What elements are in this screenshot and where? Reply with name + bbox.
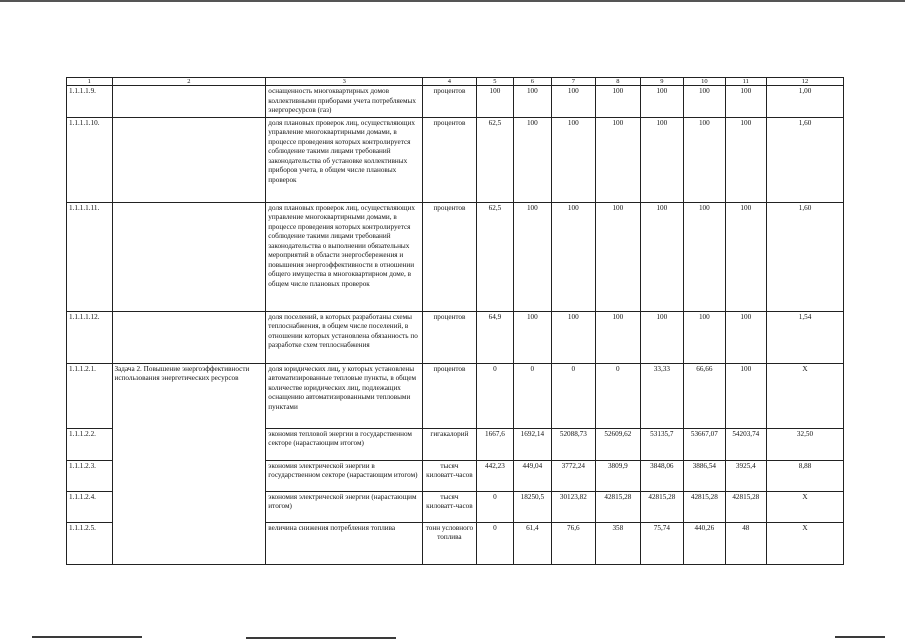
value-cell: 449,04 [514, 460, 551, 491]
value-cell: 100 [725, 311, 766, 363]
column-number: 8 [596, 78, 641, 86]
value-cell: 100 [684, 86, 725, 118]
value-cell: 1,60 [767, 202, 844, 311]
column-number: 9 [640, 78, 684, 86]
unit-cell: процентов [423, 363, 477, 428]
unit-cell: тонн условного топлива [423, 522, 477, 564]
value-cell: 100 [596, 202, 641, 311]
unit-cell: процентов [423, 311, 477, 363]
unit-cell: гигакалорий [423, 428, 477, 460]
value-cell: 0 [551, 363, 596, 428]
table-row [67, 460, 844, 491]
column-number: 12 [767, 78, 844, 86]
indicator-cell: доля плановых проверок лиц, осуществляющих управление многоквартирными домами, в процессе проведения которых контролируется соблюдение такими лицами требований законодательства об установке коллективных приборов учета, в общем числе плановых проверок [266, 117, 423, 202]
value-cell: 100 [514, 202, 551, 311]
value-cell: 0 [476, 491, 513, 522]
value-cell: 3809,9 [596, 460, 641, 491]
value-cell: 358 [596, 522, 641, 564]
row-code: 1.1.1.2.2. [67, 428, 113, 460]
value-cell: 3886,54 [684, 460, 725, 491]
row-code: 1.1.1.1.10. [67, 117, 113, 202]
task-cell [112, 86, 266, 118]
value-cell: 100 [640, 117, 684, 202]
table-row [67, 491, 844, 522]
value-cell: 100 [514, 86, 551, 118]
task-cell [112, 460, 266, 491]
value-cell: 100 [725, 363, 766, 428]
value-cell: 0 [476, 522, 513, 564]
task-cell [112, 428, 266, 460]
unit-cell: тысяч киловатт-часов [423, 491, 477, 522]
value-cell: 52609,62 [596, 428, 641, 460]
value-cell: 54203,74 [725, 428, 766, 460]
scan-artifact-bottom-mid [246, 637, 396, 639]
value-cell: X [767, 522, 844, 564]
column-number: 4 [423, 78, 477, 86]
value-cell: 62,5 [476, 202, 513, 311]
value-cell: 1,00 [767, 86, 844, 118]
indicator-cell: экономия тепловой энергии в государственном секторе (нарастающим итогом) [266, 428, 423, 460]
value-cell: 61,4 [514, 522, 551, 564]
indicator-cell: величина снижения потребления топлива [266, 522, 423, 564]
value-cell: 30123,82 [551, 491, 596, 522]
value-cell: 76,6 [551, 522, 596, 564]
value-cell: 0 [514, 363, 551, 428]
value-cell: 42815,28 [684, 491, 725, 522]
indicator-cell: оснащенность многоквартирных домов коллективными приборами учета потребляемых энергоресурсов (газ) [266, 86, 423, 118]
indicators-table [66, 77, 844, 565]
table-row [67, 86, 844, 118]
value-cell: 100 [684, 202, 725, 311]
row-code: 1.1.1.2.3. [67, 460, 113, 491]
row-code: 1.1.1.2.1. [67, 363, 113, 428]
value-cell: 3925,4 [725, 460, 766, 491]
column-number: 6 [514, 78, 551, 86]
column-number: 5 [476, 78, 513, 86]
value-cell: 100 [640, 311, 684, 363]
value-cell: 53667,07 [684, 428, 725, 460]
task-cell [112, 311, 266, 363]
value-cell: 42815,28 [596, 491, 641, 522]
value-cell: 32,50 [767, 428, 844, 460]
value-cell: 100 [725, 117, 766, 202]
value-cell: 100 [551, 311, 596, 363]
value-cell: 100 [725, 86, 766, 118]
column-number: 3 [266, 78, 423, 86]
scan-artifact-bottom-right [835, 636, 885, 638]
column-number: 1 [67, 78, 113, 86]
value-cell: 42815,28 [640, 491, 684, 522]
value-cell: 42815,28 [725, 491, 766, 522]
table-row [67, 428, 844, 460]
value-cell: 8,88 [767, 460, 844, 491]
task-cell [112, 491, 266, 522]
column-number-row [67, 78, 844, 86]
value-cell: 100 [684, 117, 725, 202]
column-number: 11 [725, 78, 766, 86]
scan-artifact-bottom-left [32, 636, 142, 638]
table-row [67, 363, 844, 428]
value-cell: 18250,5 [514, 491, 551, 522]
table-row [67, 311, 844, 363]
value-cell: 1692,14 [514, 428, 551, 460]
indicator-cell: доля плановых проверок лиц, осуществляющих управление многоквартирными домами, в процессе проведения которых контролируется соблюдение такими лицами требований законодательства о выполнении обязательных мероприятий в области энергосбережения и повышения энергоэффективности в отношении общего имущества в многоквартирном доме, в общем числе плановых проверок [266, 202, 423, 311]
value-cell: 3848,06 [640, 460, 684, 491]
unit-cell: тысяч киловатт-часов [423, 460, 477, 491]
value-cell: 100 [514, 311, 551, 363]
value-cell: 62,5 [476, 117, 513, 202]
value-cell: 100 [640, 202, 684, 311]
row-code: 1.1.1.1.9. [67, 86, 113, 118]
value-cell: 100 [725, 202, 766, 311]
table-row [67, 202, 844, 311]
value-cell: 48 [725, 522, 766, 564]
value-cell: 100 [551, 117, 596, 202]
unit-cell: процентов [423, 86, 477, 118]
row-code: 1.1.1.2.5. [67, 522, 113, 564]
value-cell: X [767, 491, 844, 522]
value-cell: 440,26 [684, 522, 725, 564]
value-cell: 100 [596, 86, 641, 118]
indicator-cell: доля поселений, в которых разработаны схемы теплоснабжения, в общем числе поселений, в отношении которых установлена обязанность по разработке схем теплоснабжения [266, 311, 423, 363]
value-cell: 33,33 [640, 363, 684, 428]
value-cell: 100 [551, 202, 596, 311]
task-cell [112, 117, 266, 202]
value-cell: 100 [684, 311, 725, 363]
table-row [67, 522, 844, 564]
value-cell: 1,60 [767, 117, 844, 202]
scan-artifact-top [0, 0, 905, 2]
row-code: 1.1.1.2.4. [67, 491, 113, 522]
column-number: 2 [112, 78, 266, 86]
task-cell: Задача 2. Повышение энергоэффективности использования энергетических ресурсов [112, 363, 266, 428]
value-cell: 52088,73 [551, 428, 596, 460]
value-cell: 53135,7 [640, 428, 684, 460]
value-cell: 1667,6 [476, 428, 513, 460]
value-cell: 1,54 [767, 311, 844, 363]
value-cell: X [767, 363, 844, 428]
value-cell: 75,74 [640, 522, 684, 564]
column-number: 7 [551, 78, 596, 86]
table-row [67, 117, 844, 202]
value-cell: 100 [596, 311, 641, 363]
value-cell: 100 [476, 86, 513, 118]
value-cell: 100 [596, 117, 641, 202]
row-code: 1.1.1.1.12. [67, 311, 113, 363]
indicator-cell: экономия электрической энергии в государственном секторе (нарастающим итогом) [266, 460, 423, 491]
column-number: 10 [684, 78, 725, 86]
value-cell: 66,66 [684, 363, 725, 428]
unit-cell: процентов [423, 117, 477, 202]
indicator-cell: доля юридических лиц, у которых установлены автоматизированные тепловые пункты, в общем количестве юридических лиц, подлежащих оснащению автоматизированными тепловыми пунктами [266, 363, 423, 428]
value-cell: 442,23 [476, 460, 513, 491]
task-cell [112, 522, 266, 564]
value-cell: 3772,24 [551, 460, 596, 491]
task-cell [112, 202, 266, 311]
value-cell: 0 [476, 363, 513, 428]
value-cell: 0 [596, 363, 641, 428]
row-code: 1.1.1.1.11. [67, 202, 113, 311]
value-cell: 100 [640, 86, 684, 118]
value-cell: 100 [514, 117, 551, 202]
indicator-cell: экономия электрической энергии (нарастающим итогом) [266, 491, 423, 522]
value-cell: 100 [551, 86, 596, 118]
value-cell: 64,9 [476, 311, 513, 363]
unit-cell: процентов [423, 202, 477, 311]
